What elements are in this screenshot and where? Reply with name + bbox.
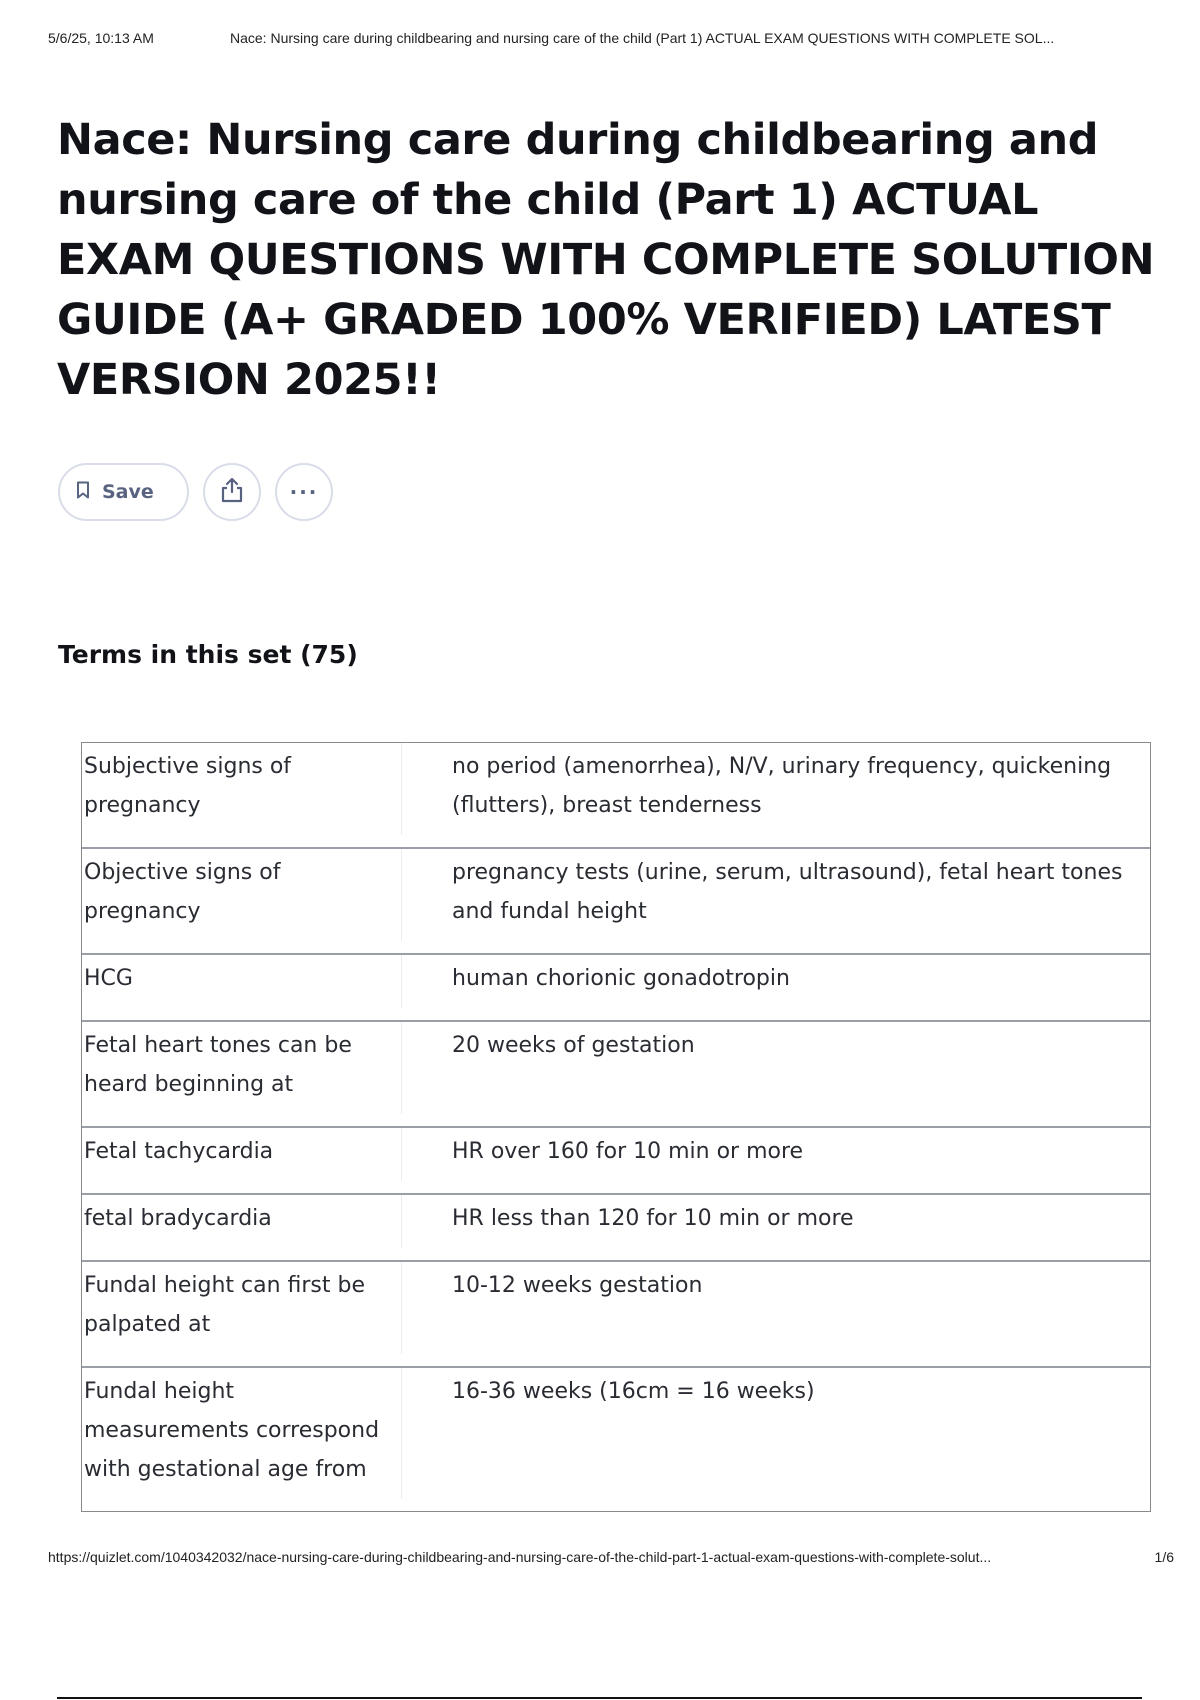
table-row bbox=[82, 743, 1150, 849]
page-url: https://quizlet.com/1040342032/nace-nursing-care-during-childbearing-and-nursing-care-of-the-child-part-1-actual-exam-questions-with-complete-solut... bbox=[48, 1549, 992, 1565]
term-cell: HCG bbox=[82, 955, 402, 1008]
print-datetime: 5/6/25, 10:13 AM bbox=[48, 30, 154, 46]
terms-heading: Terms in this set (75) bbox=[58, 640, 358, 669]
definition-cell: pregnancy tests (urine, serum, ultrasound), fetal heart tones and fundal height bbox=[452, 860, 1123, 924]
table-row bbox=[82, 1195, 1150, 1262]
term-cell: fetal bradycardia bbox=[82, 1195, 402, 1248]
table-row bbox=[82, 955, 1150, 1022]
term-cell: Fetal tachycardia bbox=[82, 1128, 402, 1181]
more-horizontal-icon: ··· bbox=[289, 480, 319, 504]
share-button[interactable] bbox=[203, 463, 261, 521]
definition-cell: human chorionic gonadotropin bbox=[452, 966, 790, 991]
definition-cell: HR less than 120 for 10 min or more bbox=[452, 1206, 854, 1231]
term-cell: Objective signs of pregnancy bbox=[82, 849, 402, 941]
term-cell: Fundal height can first be palpated at bbox=[82, 1262, 402, 1354]
terms-table bbox=[81, 742, 1151, 1512]
share-icon bbox=[220, 477, 244, 507]
definition-cell: HR over 160 for 10 min or more bbox=[452, 1139, 804, 1164]
print-footer bbox=[48, 1549, 1188, 1565]
print-document-title: Nace: Nursing care during childbearing and nursing care of the child (Part 1) ACTUAL EXAM QUESTIONS WITH COMPLETE SOL... bbox=[230, 30, 1055, 46]
definition-cell: 10-12 weeks gestation bbox=[452, 1273, 703, 1298]
page-title: Nace: Nursing care during childbearing and nursing care of the child (Part 1) ACTUAL EXAM QUESTIONS WITH COMPLETE SOLUTION GUIDE (A+ GRADED 100% VERIFIED) LATEST VERSION 2025!! bbox=[57, 115, 1155, 405]
table-row bbox=[82, 1368, 1150, 1511]
table-row bbox=[82, 849, 1150, 955]
term-cell: Subjective signs of pregnancy bbox=[82, 743, 402, 835]
divider bbox=[57, 1697, 1142, 1699]
definition-cell: 20 weeks of gestation bbox=[452, 1033, 695, 1058]
page-number: 1/6 bbox=[1154, 1549, 1174, 1565]
definition-cell: no period (amenorrhea), N/V, urinary frequency, quickening (flutters), breast tenderness bbox=[452, 754, 1112, 818]
term-cell: Fundal height measurements correspond with gestational age from bbox=[82, 1368, 402, 1499]
table-row bbox=[82, 1022, 1150, 1128]
definition-cell: 16-36 weeks (16cm = 16 weeks) bbox=[452, 1379, 815, 1404]
more-options-button[interactable] bbox=[275, 463, 333, 521]
action-bar bbox=[58, 463, 333, 521]
table-row bbox=[82, 1128, 1150, 1195]
print-header bbox=[48, 30, 1183, 46]
save-button-label: Save bbox=[102, 481, 154, 503]
table-row bbox=[82, 1262, 1150, 1368]
term-cell: Fetal heart tones can be heard beginning at bbox=[82, 1022, 402, 1114]
save-button[interactable] bbox=[58, 463, 189, 521]
bookmark-icon bbox=[76, 481, 90, 503]
